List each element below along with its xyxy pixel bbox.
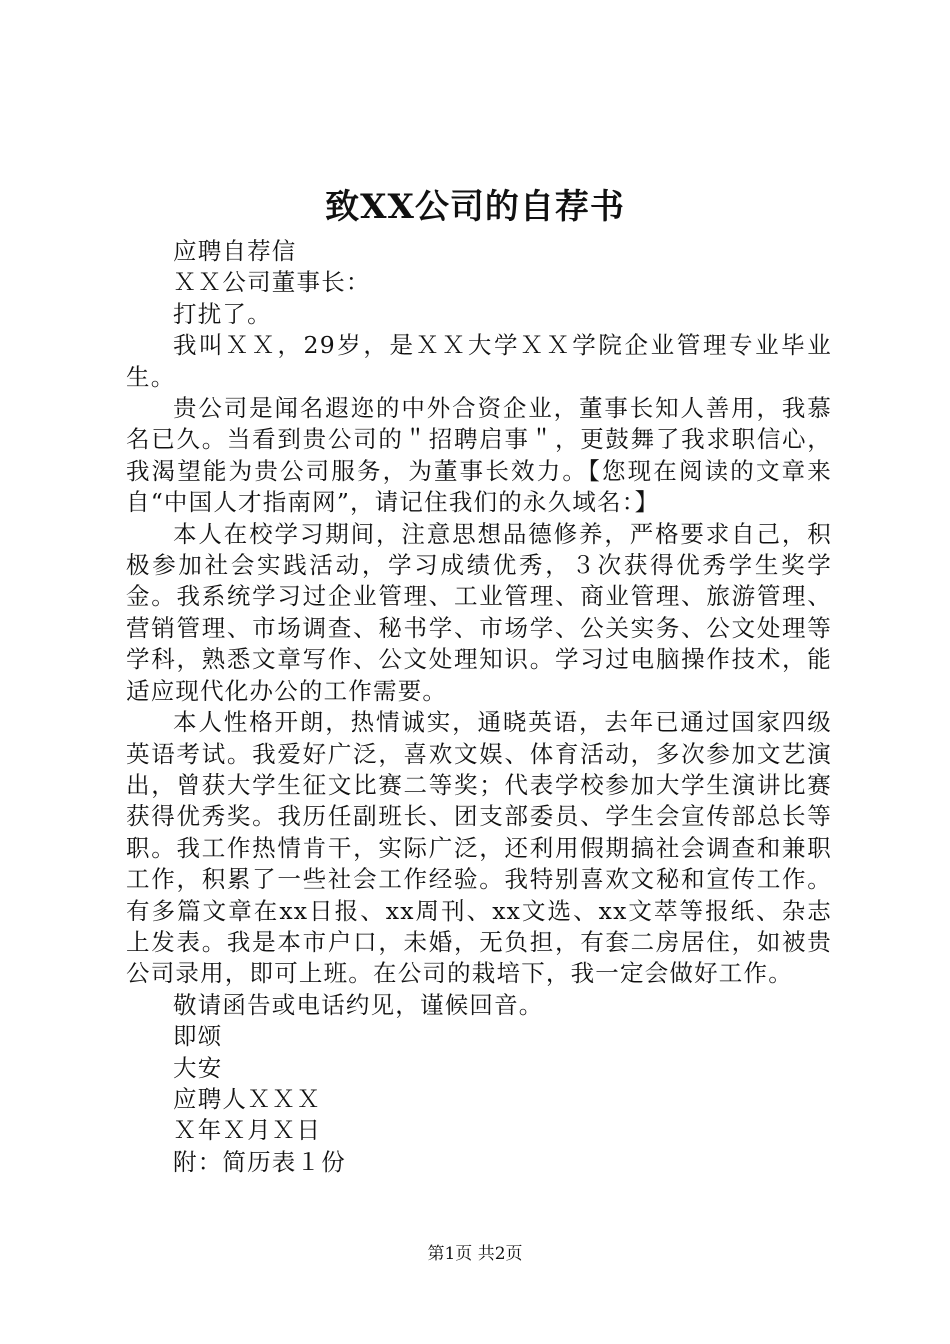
personality-paragraph: 本人性格开朗，热情诚实，通晓英语，去年已通过国家四级英语考试。我爱好广泛，喜欢文娱、体育活动，多次参加文艺演出，曾获大学生征文比赛二等奖；代表学校参加大学生演讲比赛获得优秀奖。我历任副班长、团支部委员、学生会宣传部总长等职。我工作热情肯干，实际广泛，还利用假期搞社会调查和兼职工作，积累了一些社会工作经验。我特别喜欢文秘和宣传工作。有多篇文章在xx日报、xx周刊、xx文选、xx文萃等报纸、杂志上发表。我是本市户口，未婚，无负担，有套二房居住，如被贵公司录用，即可上班。在公司的栽培下，我一定会做好工作。 <box>126 708 832 988</box>
greeting: 打扰了。 <box>173 299 272 328</box>
closing-phrase: 即颂 <box>173 1022 223 1051</box>
company-paragraph: 贵公司是闻名遐迩的中外合资企业，董事长知人善用，我慕名已久。当看到贵公司的＂招聘启事＂，更鼓舞了我求职信心，我渴望能为贵公司服务，为董事长效力。【您现在阅读的文章来自“中国人才指南网”，请记住我们的永久域名：】 <box>126 394 832 517</box>
page-footer: 第1页 共2页 <box>427 1244 523 1264</box>
date-line: Ｘ年Ｘ月Ｘ日 <box>173 1116 322 1145</box>
closing-wish: 大安 <box>173 1053 223 1082</box>
document-title: 致XX公司的自荐书 <box>325 187 625 227</box>
intro-paragraph: 我叫ＸＸ，29岁，是ＸＸ大学ＸＸ学院企业管理专业毕业生。 <box>126 331 832 391</box>
letter-heading: 应聘自荐信 <box>173 237 297 265</box>
attachment-note: 附：简历表１份 <box>173 1147 346 1176</box>
signature: 应聘人ＸＸＸ <box>173 1084 322 1113</box>
letter-body <box>126 236 832 1178</box>
education-paragraph: 本人在校学习期间，注意思想品德修养，严格要求自己，积极参加社会实践活动，学习成绩优秀，３次获得优秀学生奖学金。我系统学习过企业管理、工业管理、商业管理、旅游管理、营销管理、市场调查、秘书学、市场学、公关实务、公文处理等学科，熟悉文章写作、公文处理知识。学习过电脑操作技术，能适应现代化办公的工作需要。 <box>126 519 832 705</box>
salutation: ＸＸ公司董事长： <box>173 268 371 297</box>
closing-request: 敬请函告或电话约见，谨候回音。 <box>173 990 544 1019</box>
